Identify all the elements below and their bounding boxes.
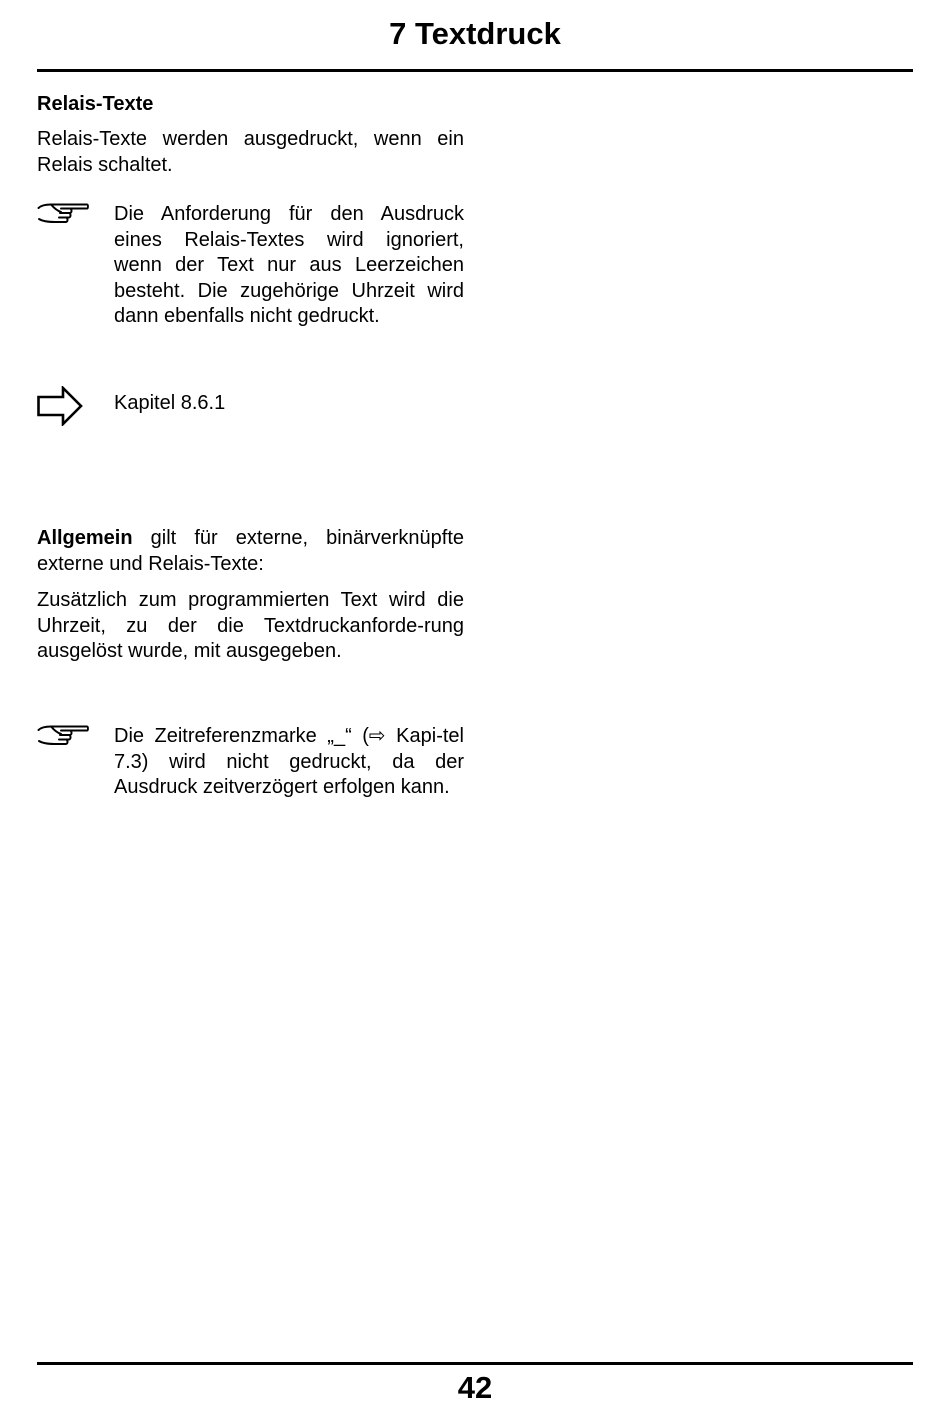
section-heading-relais-texte: Relais-Texte bbox=[37, 93, 154, 115]
allgemein-paragraph bbox=[37, 526, 464, 577]
allgemein-note-part2: Kapi-tel 7.3) wird nicht gedruckt, da der Ausdruck zeitverzögert erfolgen kann. bbox=[114, 725, 464, 798]
inline-arrow-icon: ⇨ bbox=[368, 725, 386, 747]
page-number: 42 bbox=[457, 1370, 493, 1405]
page-footer bbox=[37, 1362, 913, 1405]
allgemein-note-part1: Die Zeitreferenzmarke „_“ ( bbox=[114, 725, 369, 747]
allgemein-lead-text: gilt für externe, binärverknüpfte externe und Relais-Texte: bbox=[37, 527, 464, 575]
relais-intro-paragraph: Relais-Texte werden ausgedruckt, wenn ein Relais schaltet. bbox=[37, 128, 464, 176]
allgemein-body-paragraph: Zusätzlich zum programmierten Text wird die Uhrzeit, zu der die Textdruckanforde-rung ausgelöst wurde, mit ausgegeben. bbox=[37, 589, 464, 662]
pointing-hand-icon bbox=[37, 724, 89, 750]
reference-link-kapitel[interactable]: Kapitel 8.6.1 bbox=[114, 392, 226, 414]
allgemein-note-text bbox=[114, 724, 464, 801]
allgemein-bold-term: Allgemein bbox=[37, 527, 133, 549]
arrow-right-icon bbox=[37, 386, 83, 426]
page-title: 7 Textdruck bbox=[389, 16, 561, 51]
relais-note-text: Die Anforderung für den Ausdruck eines Relais-Textes wird ignoriert, wenn der Text nur aus Leerzeichen besteht. Die zugehörige Uhrzeit wird dann ebenfalls nicht gedruckt. bbox=[114, 203, 464, 327]
pointing-hand-icon bbox=[37, 202, 89, 228]
page-header bbox=[37, 0, 913, 72]
